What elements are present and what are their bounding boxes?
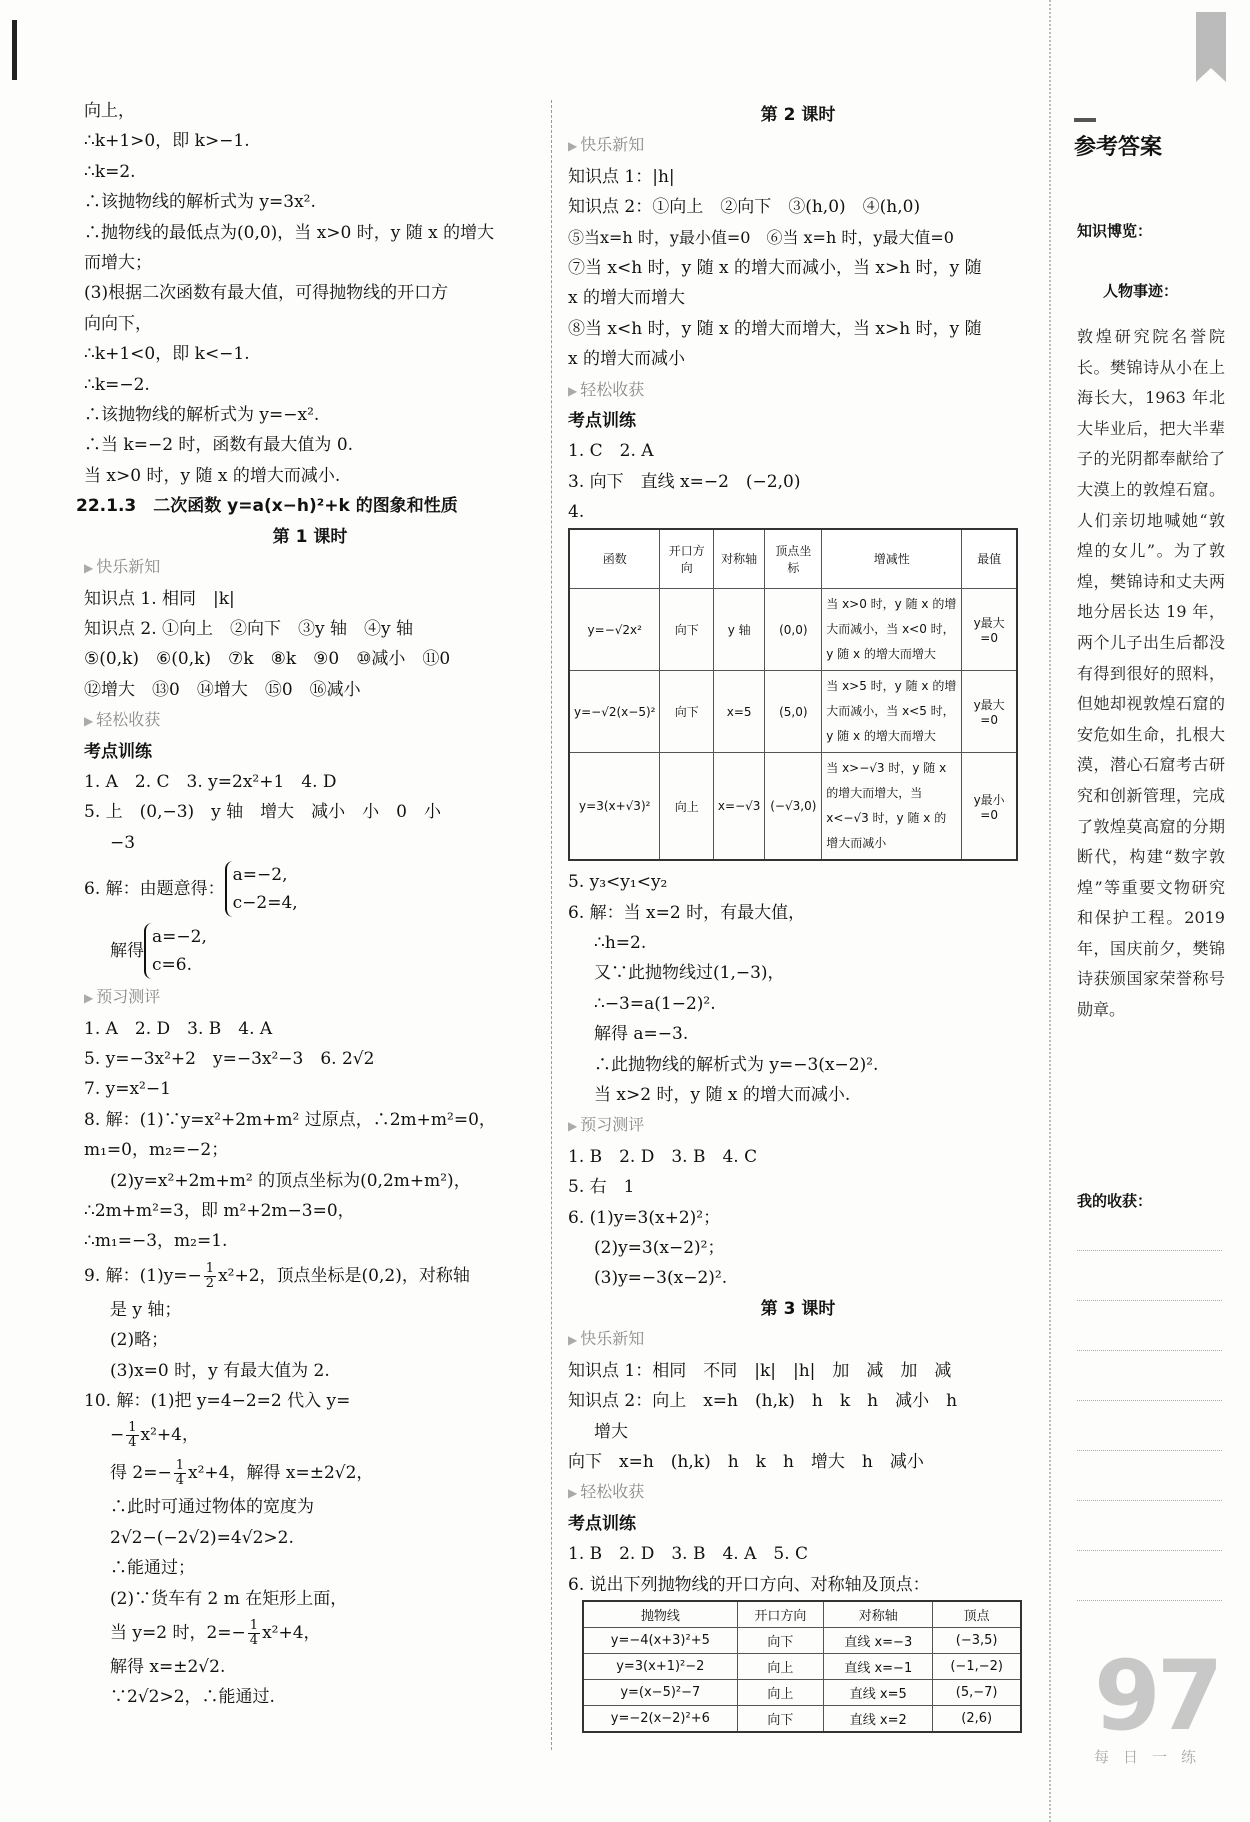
header-accent-bar — [1074, 118, 1096, 122]
table-header-cell: 开口方向 — [737, 1601, 824, 1628]
page-number: 97 — [1094, 1640, 1220, 1752]
harvest-label: 我的收获： — [1077, 1192, 1153, 1210]
section-label: ▶ 快乐新知 — [568, 130, 1028, 161]
person-story: 敦煌研究院名誉院长。樊锦诗从小在上海长大，1963 年北大毕业后，把大半辈子的光阴都奉献给了大漠上的敦煌石窟。人们亲切地喊她“敦煌的女儿”。为了敦煌，樊锦诗和丈夫两地分居长达 19 年，两个儿子出生后都没有得到很好的照料，但她却视敦煌石窟的安危如生命，扎根大漠，潜心石窟考古研究和创新管理，完成了敦煌莫高窟的分期断代，构建“数字敦煌”等重要文物研究和保护工程。2019 年，国庆前夕，樊锦诗获颁国家荣誉称号勋章。 — [1077, 327, 1225, 1020]
answer-text: 6. 解：由题意得： — [84, 878, 225, 899]
table-cell: (0,0) — [765, 589, 822, 671]
table-cell: (−√3,0) — [765, 753, 822, 861]
answer-line: 7. y=x²−1 — [84, 1079, 171, 1100]
table-cell: y=3(x+√3)² — [569, 753, 660, 861]
table-header-cell: 对称轴 — [824, 1601, 933, 1628]
parabola-table — [582, 1600, 1022, 1733]
answer-line — [84, 1257, 536, 1295]
answer-line: 知识点 1：相同 不同 |k| |h| 加 减 加 减 — [568, 1360, 952, 1381]
column-divider — [551, 100, 552, 1750]
answer-line: ⑧当 x<h 时，y 随 x 的增大而增大，当 x>h 时，y 随 — [568, 318, 982, 339]
lesson-title: 第 1 课时 — [272, 526, 348, 547]
answer-text: 当 y=2 时，2=− — [110, 1623, 246, 1644]
sidebar-header: 参考答案 — [1074, 135, 1163, 160]
answer-line: 1. B 2. D 3. B 4. C — [568, 1146, 758, 1167]
answer-text: 解得 — [110, 940, 144, 961]
table-cell: x=−√3 — [713, 753, 765, 861]
page-footer: 每日一练 — [1094, 1748, 1211, 1766]
table-cell: y=−√2x² — [569, 589, 660, 671]
answer-line: 向下 x=h (h,k) h k h 增大 h 减小 — [568, 1451, 924, 1472]
answer-line: 知识点 1. 相同 |k| — [84, 588, 235, 609]
subsection-label: 考点训练 — [568, 411, 636, 432]
properties-table — [568, 528, 1018, 862]
answer-line: (2)y=x²+2m+m² 的顶点坐标为(0,2m+m²)， — [110, 1170, 471, 1191]
answer-line: 3. 向下 直线 x=−2 (−2,0) — [568, 471, 801, 492]
denominator: 2 — [205, 1275, 215, 1291]
table-cell: 直线 x=−1 — [824, 1653, 933, 1679]
table-cell: y=−2(x−2)²+6 — [583, 1705, 737, 1732]
lesson-title: 第 2 课时 — [760, 105, 836, 125]
note-line — [1077, 1300, 1222, 1301]
equation: c=6. — [152, 955, 192, 976]
answer-line: ∴该抛物线的解析式为 y=3x². — [84, 192, 316, 213]
answer-line: ∴2m+m²=3，即 m²+2m−3=0， — [84, 1201, 355, 1221]
answer-system — [84, 858, 536, 920]
table-cell: 向上 — [737, 1679, 824, 1705]
table-cell: y=−4(x+3)²+5 — [583, 1627, 737, 1653]
table-cell: y=3(x+1)²−2 — [583, 1653, 737, 1679]
note-line — [1077, 1250, 1222, 1251]
answer-line: ⑤(0,k) ⑥(0,k) ⑦k ⑧k ⑨0 ⑩减小 ⑪0 — [84, 649, 451, 670]
table-row — [583, 1705, 1021, 1732]
table-cell: (−3,5) — [933, 1627, 1021, 1653]
answer-line: ∴能通过； — [110, 1558, 195, 1579]
table-cell: 向下 — [737, 1627, 824, 1653]
answer-line: 6. (1)y=3(x+2)²； — [568, 1207, 721, 1228]
answer-line: ⑦当 x<h 时，y 随 x 的增大而减小，当 x>h 时，y 随 — [568, 258, 982, 279]
answer-line: ∴k=−2. — [84, 374, 150, 395]
table-header-row — [583, 1601, 1021, 1628]
table-cell: 当 x>0 时，y 随 x 的增大而减小，当 x<0 时，y 随 x 的增大而增大 — [822, 589, 962, 671]
answer-line: 6. 说出下列抛物线的开口方向、对称轴及顶点： — [568, 1574, 930, 1595]
answer-line: (3)根据二次函数有最大值，可得抛物线的开口方 — [84, 283, 449, 304]
table-cell: (2,6) — [933, 1705, 1021, 1732]
answer-line — [84, 1614, 536, 1652]
answer-line: m₁=0，m₂=−2； — [84, 1140, 229, 1161]
table-cell: (−1,−2) — [933, 1653, 1021, 1679]
answer-line: ∴此抛物线的解析式为 y=−3(x−2)². — [594, 1054, 879, 1075]
left-column — [76, 96, 536, 1713]
table-body — [583, 1627, 1021, 1732]
answer-line: 5. 右 1 — [568, 1177, 635, 1198]
page-edge-mark — [12, 20, 17, 80]
table-row — [569, 753, 1017, 861]
note-line — [1077, 1350, 1222, 1351]
answer-line: x 的增大而减小 — [568, 349, 685, 370]
equation: c−2=4, — [232, 893, 298, 914]
section-title: 22.1.3 二次函数 y=a(x−h)²+k 的图象和性质 — [76, 496, 458, 517]
table-cell: y最小=0 — [962, 753, 1017, 861]
fraction — [248, 1619, 260, 1648]
answer-line: 1. A 2. D 3. B 4. A — [84, 1018, 273, 1039]
table-header-row — [569, 529, 1017, 589]
answer-line: ⑤当x=h 时，y最小值=0 ⑥当 x=h 时，y最大值=0 — [568, 227, 954, 247]
answer-line: 6. 解：当 x=2 时，有最大值， — [568, 902, 806, 923]
answer-line: 1. A 2. C 3. y=2x²+1 4. D — [84, 771, 337, 792]
note-line — [1077, 1450, 1222, 1451]
answer-line: 当 x>2 时，y 随 x 的增大而减小. — [594, 1085, 851, 1106]
table-cell: (5,0) — [765, 671, 822, 753]
numerator: 1 — [249, 1618, 259, 1634]
answer-system — [84, 920, 536, 982]
answer-line: 而增大； — [84, 253, 152, 274]
fraction — [204, 1262, 216, 1291]
answer-line: ∴当 k=−2 时，函数有最大值为 0. — [84, 435, 354, 456]
answer-text: 得 2=− — [110, 1463, 172, 1484]
table-cell: y最大=0 — [962, 671, 1017, 753]
table-row — [569, 671, 1017, 753]
subsection-label: 考点训练 — [568, 1513, 636, 1534]
middle-column — [568, 100, 1028, 1733]
person-label: 人物事迹： — [1103, 282, 1179, 300]
answer-text: x²+2，顶点坐标是(0,2)，对称轴 — [218, 1265, 470, 1286]
answer-line: ∴此时可通过物体的宽度为 — [110, 1497, 314, 1518]
answer-line: 8. 解：(1)∵y=x²+2m+m² 过原点，∴2m+m²=0， — [84, 1109, 496, 1130]
numerator: 1 — [128, 1420, 137, 1436]
equation-brace — [225, 861, 298, 917]
answer-line: 1. C 2. A — [568, 441, 654, 462]
table-header-cell: 函数 — [569, 529, 660, 589]
answer-line: 知识点 2：向上 x=h (h,k) h k h 减小 h — [568, 1391, 958, 1412]
answer-line: (3)y=−3(x−2)². — [594, 1268, 728, 1289]
note-line — [1077, 1500, 1222, 1501]
equation: a=−2, — [232, 865, 288, 886]
answer-text: x²+4，解得 x=±2√2， — [188, 1463, 374, 1484]
answer-line: 当 x>0 时，y 随 x 的增大而减小. — [84, 465, 341, 486]
answer-line: ∴抛物线的最低点为(0,0)，当 x>0 时，y 随 x 的增大 — [84, 222, 495, 243]
answer-line: ∴−3=a(1−2)². — [594, 993, 716, 1014]
table-row — [569, 589, 1017, 671]
note-line — [1077, 1550, 1222, 1551]
answer-line: 知识点 2：①向上 ②向下 ③(h,0) ④(h,0) — [568, 197, 921, 218]
table-row — [583, 1627, 1021, 1653]
section-label: ▶ 快乐新知 — [568, 1324, 1028, 1355]
answer-line: (3)x=0 时，y 有最大值为 2. — [110, 1360, 330, 1381]
answer-line: ∴h=2. — [594, 933, 647, 953]
answer-line: 2√2−(−2√2)=4√2>2. — [110, 1527, 294, 1548]
answer-line: 知识点 2. ①向上 ②向下 ③y 轴 ④y 轴 — [84, 618, 414, 639]
section-label: ▶ 轻松收获 — [568, 375, 1028, 406]
answer-line: 又∵此抛物线过(1,−3)， — [594, 963, 785, 984]
answer-line: (2)略； — [110, 1330, 169, 1351]
equation-brace — [144, 923, 207, 979]
table-cell: 向上 — [737, 1653, 824, 1679]
table-cell: y 轴 — [713, 589, 765, 671]
answer-line: −3 — [110, 832, 136, 853]
subsection-label: 考点训练 — [84, 741, 152, 762]
table-cell: 直线 x=5 — [824, 1679, 933, 1705]
table-cell: (5,−7) — [933, 1679, 1021, 1705]
answer-line: ⑫增大 ⑬0 ⑭增大 ⑮0 ⑯减小 — [84, 679, 361, 700]
table-cell: y=−√2(x−5)² — [569, 671, 660, 753]
table-header-cell: 顶点坐标 — [765, 529, 822, 589]
answer-line: 解得 a=−3. — [594, 1024, 689, 1045]
table-cell: y=(x−5)²−7 — [583, 1679, 737, 1705]
numerator: 1 — [175, 1458, 184, 1474]
lesson-title: 第 3 课时 — [760, 1298, 836, 1319]
table-cell: 向上 — [660, 753, 713, 861]
table-header-cell: 最值 — [962, 529, 1017, 589]
table-body — [569, 589, 1017, 861]
answer-text: 9. 解：(1)y=− — [84, 1265, 202, 1286]
answer-line: 向上， — [84, 101, 135, 121]
table-cell: 向下 — [660, 671, 713, 753]
sidebar-divider — [1049, 0, 1051, 1822]
table-cell: 直线 x=−3 — [824, 1627, 933, 1653]
answer-line: 1. B 2. D 3. B 4. A 5. C — [568, 1544, 809, 1565]
table-header-cell: 顶点 — [933, 1601, 1021, 1628]
table-cell: 直线 x=2 — [824, 1705, 933, 1732]
table-cell: 当 x>5 时，y 随 x 的增大而减小，当 x<5 时，y 随 x 的增大而增大 — [822, 671, 962, 753]
answer-line: ∴m₁=−3，m₂=1. — [84, 1231, 228, 1252]
table-header-cell: 增减性 — [822, 529, 962, 589]
table-header-cell: 对称轴 — [713, 529, 765, 589]
knowledge-label: 知识博览： — [1077, 222, 1153, 240]
table-row — [583, 1679, 1021, 1705]
answer-line: ∴k=2. — [84, 161, 136, 182]
table-row — [583, 1653, 1021, 1679]
note-line — [1077, 1400, 1222, 1401]
section-label: ▶ 预习测评 — [568, 1110, 1028, 1141]
denominator: 4 — [128, 1435, 137, 1451]
answer-line: 知识点 1：|h| — [568, 166, 675, 187]
answer-line: 是 y 轴； — [110, 1299, 182, 1320]
fraction — [126, 1421, 138, 1450]
answer-line: 增大 — [594, 1421, 628, 1442]
answer-line — [84, 1454, 536, 1492]
answer-line: ∵2√2>2，∴能通过. — [110, 1687, 275, 1708]
bookmark-ribbon-icon — [1196, 12, 1226, 82]
numerator: 1 — [205, 1260, 215, 1276]
answer-line: 5. y=−3x²+2 y=−3x²−3 6. 2√2 — [84, 1048, 375, 1069]
answer-line: 4. — [568, 502, 585, 523]
answer-line: 5. y₃<y₁<y₂ — [568, 872, 668, 893]
table-cell: 当 x>−√3 时，y 随 x 的增大而增大，当 x<−√3 时，y 随 x 的增大而减小 — [822, 753, 962, 861]
answer-line: (2)∵货车有 2 m 在矩形上面， — [110, 1588, 348, 1609]
table-cell: 向下 — [737, 1705, 824, 1732]
section-label: ▶ 预习测评 — [84, 982, 536, 1013]
answer-text: − — [110, 1425, 125, 1446]
answer-line: x 的增大而增大 — [568, 288, 685, 309]
answer-line — [84, 1416, 536, 1454]
answer-line: 解得 x=±2√2. — [110, 1657, 226, 1678]
answer-line: 向向下， — [84, 313, 152, 334]
table-cell: y最大=0 — [962, 589, 1017, 671]
table-cell: x=5 — [713, 671, 765, 753]
table-header-cell: 抛物线 — [583, 1601, 737, 1628]
answer-line: (2)y=3(x−2)²； — [594, 1238, 725, 1259]
answer-text: x²+4， — [140, 1425, 199, 1446]
section-label: ▶ 轻松收获 — [84, 705, 536, 736]
table-cell: 向下 — [660, 589, 713, 671]
note-line — [1077, 1600, 1222, 1601]
answer-line: ∴该抛物线的解析式为 y=−x². — [84, 405, 320, 426]
equation: a=−2, — [152, 927, 207, 948]
section-label: ▶ 快乐新知 — [84, 552, 536, 583]
denominator: 4 — [249, 1633, 259, 1649]
answer-line: 10. 解：(1)把 y=4−2=2 代入 y= — [84, 1391, 351, 1412]
answer-line: 5. 上 (0,−3) y 轴 增大 减小 小 0 小 — [84, 802, 441, 823]
fraction — [174, 1459, 186, 1488]
answer-line: ∴k+1<0，即 k<−1. — [84, 344, 250, 365]
denominator: 4 — [175, 1473, 184, 1489]
answer-text: x²+4， — [262, 1623, 321, 1644]
section-label: ▶ 轻松收获 — [568, 1477, 1028, 1508]
table-header-cell: 开口方向 — [660, 529, 713, 589]
answer-line: ∴k+1>0，即 k>−1. — [84, 131, 250, 152]
